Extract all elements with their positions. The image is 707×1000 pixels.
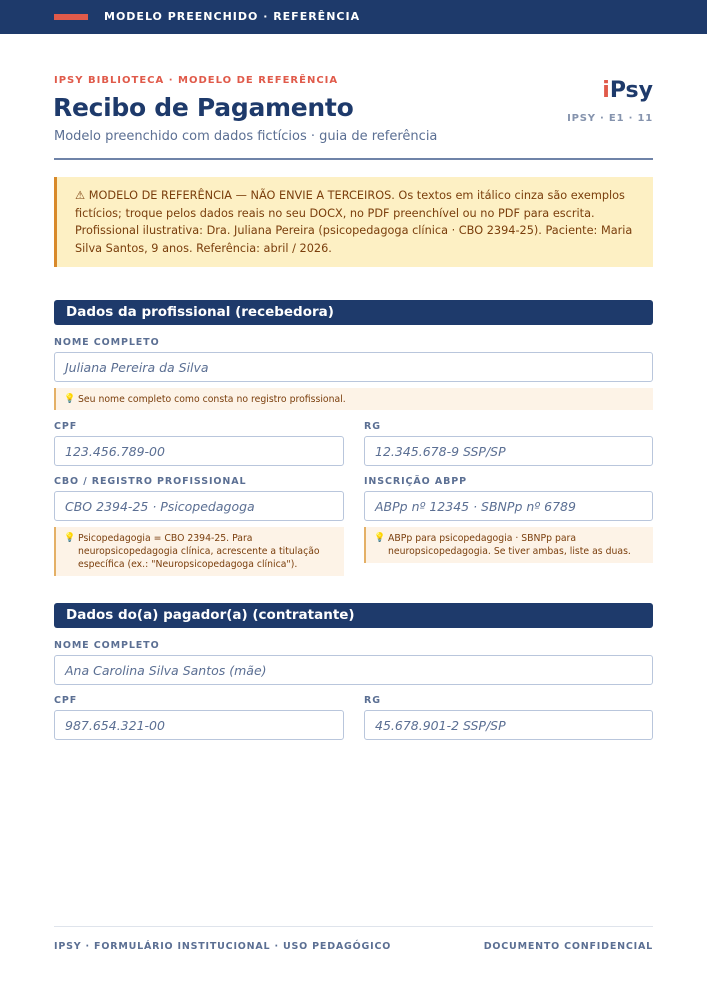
payer-cpf-field[interactable]: 987.654.321-00 bbox=[54, 710, 344, 740]
banner-label: MODELO PREENCHIDO · REFERÊNCIA bbox=[104, 10, 361, 23]
tip-text: Psicopedagogia = CBO 2394-25. Para neuropsicopedagogia clínica, acrescente a titulação específica (ex.: "Neuropsicopedagoga clínica"). bbox=[78, 533, 320, 571]
professional-cbo-tip bbox=[54, 527, 344, 576]
payer-rg-field[interactable]: 45.678.901-2 SSP/SP bbox=[364, 710, 653, 740]
brand-logo-rest: Psy bbox=[609, 78, 653, 103]
professional-rg-field[interactable]: 12.345.678-9 SSP/SP bbox=[364, 436, 653, 466]
payer-name-field[interactable]: Ana Carolina Silva Santos (mãe) bbox=[54, 655, 653, 685]
tip-text: Seu nome completo como consta no registro profissional. bbox=[78, 394, 346, 405]
professional-abpp-tip bbox=[364, 527, 653, 563]
brand-logo-i: i bbox=[602, 78, 610, 103]
payer-cpf-label: CPF bbox=[54, 695, 78, 706]
lightbulb-icon: 💡 bbox=[64, 394, 76, 404]
professional-abpp-field[interactable]: ABPp nº 12345 · SBNPp nº 6789 bbox=[364, 491, 653, 521]
professional-cbo-field[interactable]: CBO 2394-25 · Psicopedagoga bbox=[54, 491, 344, 521]
lightbulb-icon: 💡 bbox=[374, 533, 386, 543]
tip-text: ABPp para psicopedagogia · SBNPp para neuropsicopedagogia. Se tiver ambas, liste as duas. bbox=[388, 533, 631, 558]
professional-name-label: NOME COMPLETO bbox=[54, 337, 160, 348]
page-subtitle: Modelo preenchido com dados fictícios · guia de referência bbox=[54, 129, 438, 144]
lightbulb-icon: 💡 bbox=[64, 533, 76, 543]
header-kicker: IPSY BIBLIOTECA · MODELO DE REFERÊNCIA bbox=[54, 75, 339, 86]
professional-name-tip bbox=[54, 388, 653, 410]
footer-right-text: DOCUMENTO CONFIDENCIAL bbox=[483, 941, 653, 952]
header-divider bbox=[54, 158, 653, 160]
document-code: IPSY · E1 · 11 bbox=[567, 113, 653, 124]
footer-divider bbox=[54, 926, 653, 927]
section-heading-professional: Dados da profissional (recebedora) bbox=[54, 300, 653, 325]
footer-left-text: IPSY · FORMULÁRIO INSTITUCIONAL · USO PEDAGÓGICO bbox=[54, 941, 392, 952]
payer-name-label: NOME COMPLETO bbox=[54, 640, 160, 651]
section-heading-payer: Dados do(a) pagador(a) (contratante) bbox=[54, 603, 653, 628]
warning-text: MODELO DE REFERÊNCIA — NÃO ENVIE A TERCEIROS. Os textos em itálico cinza são exemplos fictícios; troque pelos dados reais no seu DOCX, no PDF preenchível ou no PDF para escrita. Profissional ilustrativa: Dra. Juliana Pereira (psicopedagoga clínica · CBO 2394-25). Paciente: Maria Silva Santos, 9 anos. Referência: abril / 2026. bbox=[75, 189, 633, 255]
professional-abpp-label: INSCRIÇÃO ABPP bbox=[364, 476, 467, 487]
professional-cpf-field[interactable]: 123.456.789-00 bbox=[54, 436, 344, 466]
warning-notice bbox=[54, 177, 653, 267]
page-title: Recibo de Pagamento bbox=[53, 93, 354, 122]
payer-rg-label: RG bbox=[364, 695, 381, 706]
warning-icon: ⚠ bbox=[75, 189, 86, 202]
professional-rg-label: RG bbox=[364, 421, 381, 432]
professional-cbo-label: CBO / REGISTRO PROFISSIONAL bbox=[54, 476, 247, 487]
professional-name-field[interactable]: Juliana Pereira da Silva bbox=[54, 352, 653, 382]
banner-accent-bar bbox=[54, 14, 88, 20]
brand-logo bbox=[602, 78, 653, 103]
top-banner bbox=[0, 0, 707, 34]
professional-cpf-label: CPF bbox=[54, 421, 78, 432]
